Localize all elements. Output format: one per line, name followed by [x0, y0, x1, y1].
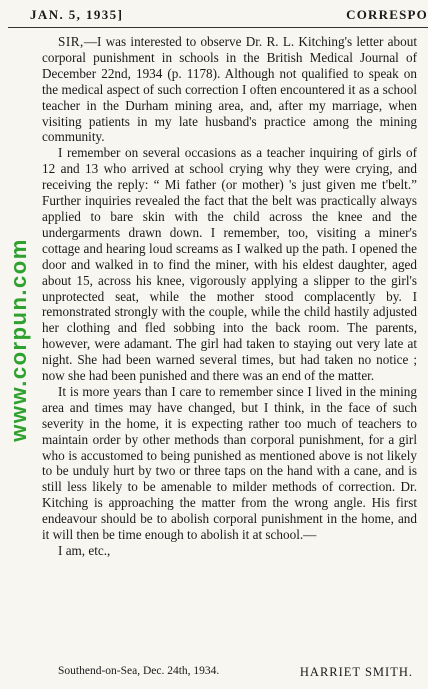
place-and-date: Southend-on-Sea, Dec. 24th, 1934. [58, 665, 220, 677]
watermark-text: www.corpun.com [6, 238, 31, 442]
header-date: JAN. 5, 1935] [30, 7, 124, 22]
header-rule [8, 27, 428, 28]
paragraph-1-text: —I was interested to observe Dr. R. L. Kitching's letter about corporal punishment in schools in the British Medical Journal of December 22nd, 1934 (p. 1178). Although not qualified to speak on the medical aspect of such correction I often encountered it as a school teacher in the Durham mining area, and, after my marriage, when visiting patients in my late husband's practice among the mining community. [42, 34, 417, 145]
signature: HARRIET SMITH. [299, 665, 413, 679]
letter-body [42, 34, 417, 559]
letter-paragraph-3: It is more years than I care to remember since I lived in the mining area and times may have changed, but I think, in the face of such severity in the home, it is expecting rather too much of teachers to maintain order by other methods than corporal punishment, for a girl who is accustomed to being punished as mentioned above is not likely to be unduly hurt by two or three taps on the hand with a cane, and is still less likely to be amenable to milder methods of correction. Dr. Kitching is approaching the matter from the wrong angle. His first endeavour should be to abolish corporal punishment in the home, and it will then be time enough to abolish it at school.— [42, 383, 417, 543]
page-header [0, 5, 428, 27]
letter-paragraph-1 [42, 34, 417, 145]
header-section-title: CORRESPO [346, 7, 428, 22]
salutation: SIR, [58, 34, 84, 49]
letter-paragraph-2: I remember on several occasions as a teacher inquiring of girls of 12 and 13 who arrived at school crying why they were crying, and receiving the reply: “ Mi father (or mother) 's just given me t'belt.” Further inquiries revealed the fact that the belt was practically always applied to bare skin with the child across the knee and the undergarments drawn down. I remember, too, visiting a miner's cottage and hearing loud screams as I walked up the path. I opened the door and walked in to find the miner, with his eldest daughter, aged about 15, across his knee, vigorously applying a slipper to the girl's unprotected seat, while the mother stood complacently by. I remonstrated strongly with the couple, while the child hastily adjusted her clothing and fled sobbing into the back room. The parents, however, were adamant. The girl had taken to staying out very late at night. She had been warned several times, but had taken no notice ; now she had been punished and there was an end of the matter. [42, 145, 417, 384]
watermark [6, 190, 32, 490]
letter-closing: I am, etc., [58, 543, 111, 558]
